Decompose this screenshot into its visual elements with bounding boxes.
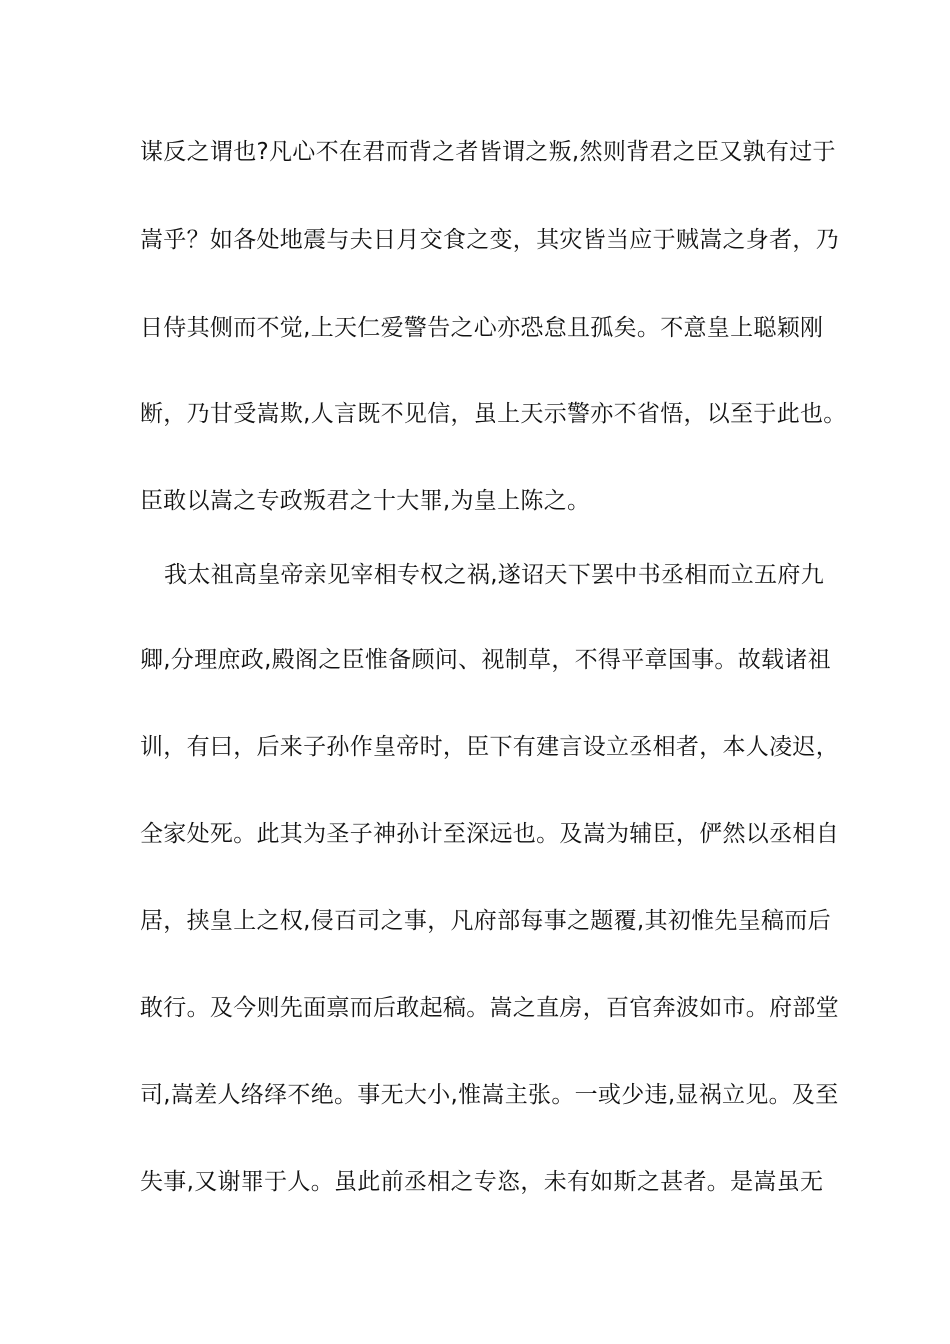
text-line: 敢行。及今则先面禀而后敢起稿。嵩之直房，百官奔波如市。府部堂 xyxy=(140,995,839,1021)
text-line: 居，挟皇上之权,侵百司之事，凡府部每事之题覆,其初惟先呈稿而后 xyxy=(140,908,831,934)
text-line: 全家处死。此其为圣子神孙计至深远也。及嵩为辅臣，俨然以丞相自 xyxy=(140,821,839,847)
paragraph-first-line: 我太祖高皇帝亲见宰相专权之祸,遂诏天下罢中书丞相而立五府九 xyxy=(164,562,825,588)
text-line: 卿,分理庶政,殿阁之臣惟备顾问、视制草，不得平章国事。故载诸祖 xyxy=(140,647,831,673)
text-line: 训，有曰，后来子孙作皇帝时，臣下有建言设立丞相者，本人凌迟， xyxy=(140,734,839,760)
text-line: 司,嵩差人络绎不绝。事无大小,惟嵩主张。一或少违,显祸立见。及至 xyxy=(140,1082,839,1108)
text-line: 断，乃甘受嵩欺,人言既不见信，虽上天示警亦不省悟，以至于此也。 xyxy=(140,401,847,427)
text-line: 谋反之谓也?凡心不在君而背之者皆谓之叛,然则背君之臣又孰有过于 xyxy=(140,139,836,165)
text-line: 臣敢以嵩之专政叛君之十大罪,为皇上陈之。 xyxy=(140,488,591,514)
text-line: 失事,又谢罪于人。虽此前丞相之专恣，未有如斯之甚者。是嵩虽无 xyxy=(140,1169,824,1195)
text-line: 嵩乎？如各处地震与夫日月交食之变，其灾皆当应于贼嵩之身者，乃 xyxy=(140,227,839,253)
text-line: 日侍其侧而不觉,上天仁爱警告之心亦恐怠且孤矣。不意皇上聪颖刚 xyxy=(140,315,824,341)
